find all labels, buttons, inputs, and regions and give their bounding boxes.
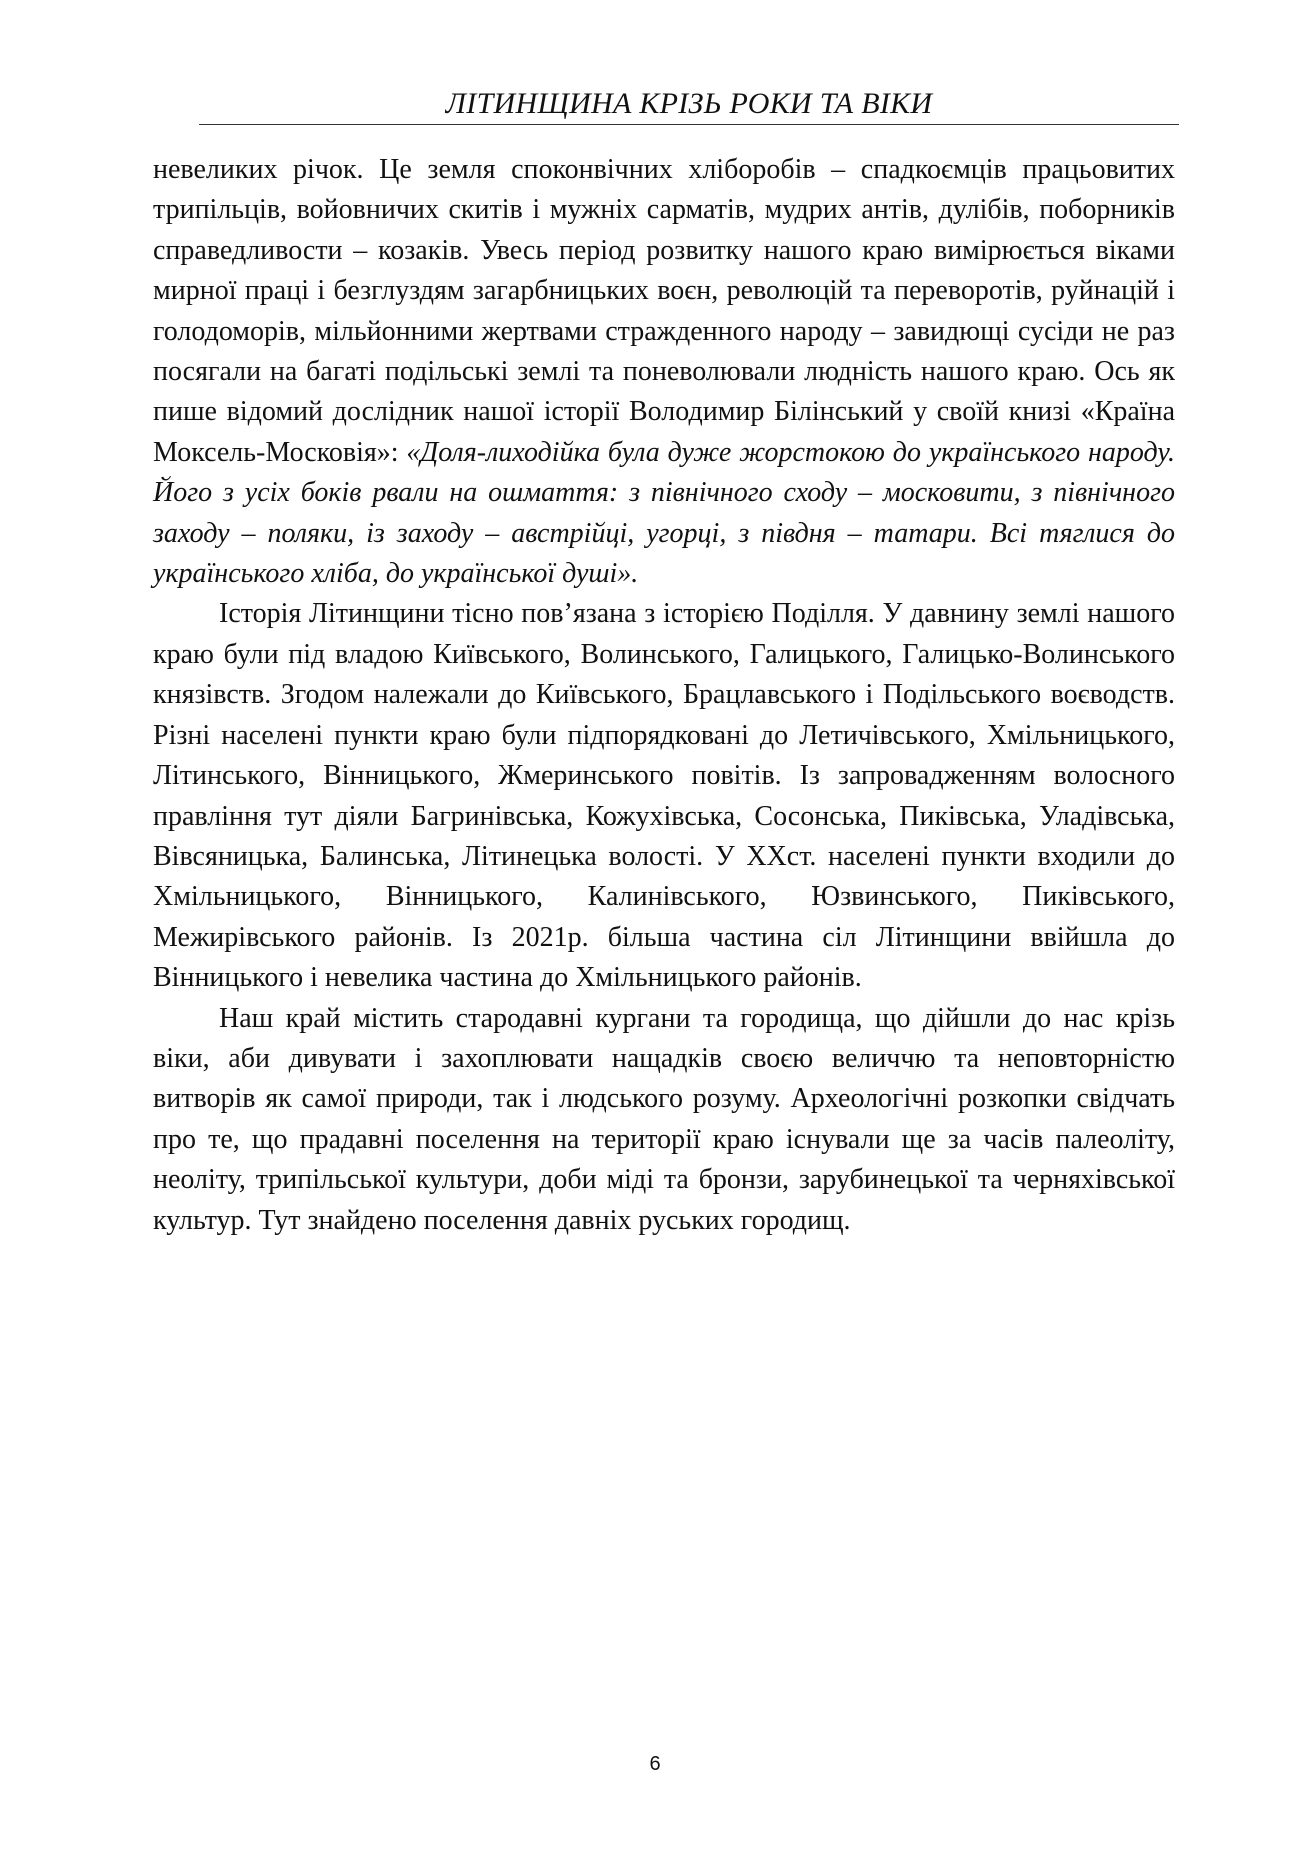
header-rule bbox=[199, 124, 1179, 125]
paragraph-continuation bbox=[153, 150, 1175, 594]
paragraph-1-text: невеликих річок. Це земля споконвічних хліборобів – спадкоємців працьовитих трипільців, войовничих скитів і мужніх сарматів, мудрих антів, дулібів, поборників справедливости – козаків. Увесь період розвитку нашого краю вимірюється віками мирної праці і безглуздям загарбницьких воєн, революцій та переворотів, руйнацій і голодоморів, мільйонними жертвами стражденного народу – завидющі сусіди не раз посягали на багаті подільські землі та поневолювали людність нашого краю. Ось як пише відомий дослідник нашої історії Володимир Білінський у своїй книзі «Країна Моксель-Московія»: bbox=[153, 154, 1175, 468]
paragraph-archaeology: Наш край містить стародавні кургани та городища, що дійшли до нас крізь віки, аби дивувати і захоплювати нащадків своєю величчю та неповторністю витворів як самої природи, так і людського розуму. Археологічні розкопки свідчать про те, що прадавні поселення на території краю існували ще за часів палеоліту, неоліту, трипільської культури, доби міді та бронзи, зарубинецької та черняхівської культур. Тут знайдено поселення давніх руських городищ. bbox=[153, 1002, 1175, 1236]
book-quote: «Доля-лиходійка була дуже жорстокою до українського народу. Його з усіх боків рвали на ошмаття: з північного сходу – московити, з північного заходу – поляки, із заходу – австрійці, угорці, з півдня – татари. Всі тяглися до українського хліба, до української душі». bbox=[153, 436, 1175, 590]
page-number: 6 bbox=[649, 1753, 661, 1775]
page-body bbox=[153, 150, 1175, 1241]
paragraph-history: Історія Літинщини тісно пов’язана з історією Поділля. У давнину землі нашого краю були під владою Київського, Волинського, Галицького, Галицько-Волинського князівств. Згодом належали до Київського, Брацлавського і Подільського воєводств. Різні населені пункти краю були підпорядковані до Летичівського, Хмільницького, Літинського, Вінницького, Жмеринського повітів. Із запровадженням волосного правління тут діяли Багринівська, Кожухівська, Сосонська, Пиківська, Уладівська, Вівсяницька, Балинська, Літинецька волості. У ХХст. населені пункти входили до Хмільницького, Вінницького, Калинівського, Юзвинського, Пиківського, Межирівського районів. Із 2021р. більша частина сіл Літинщини ввійшла до Вінницького і невелика частина до Хмільницького районів. bbox=[153, 598, 1175, 994]
running-header: ЛІТИНЩИНА КРІЗЬ РОКИ ТА ВІКИ bbox=[445, 87, 933, 120]
